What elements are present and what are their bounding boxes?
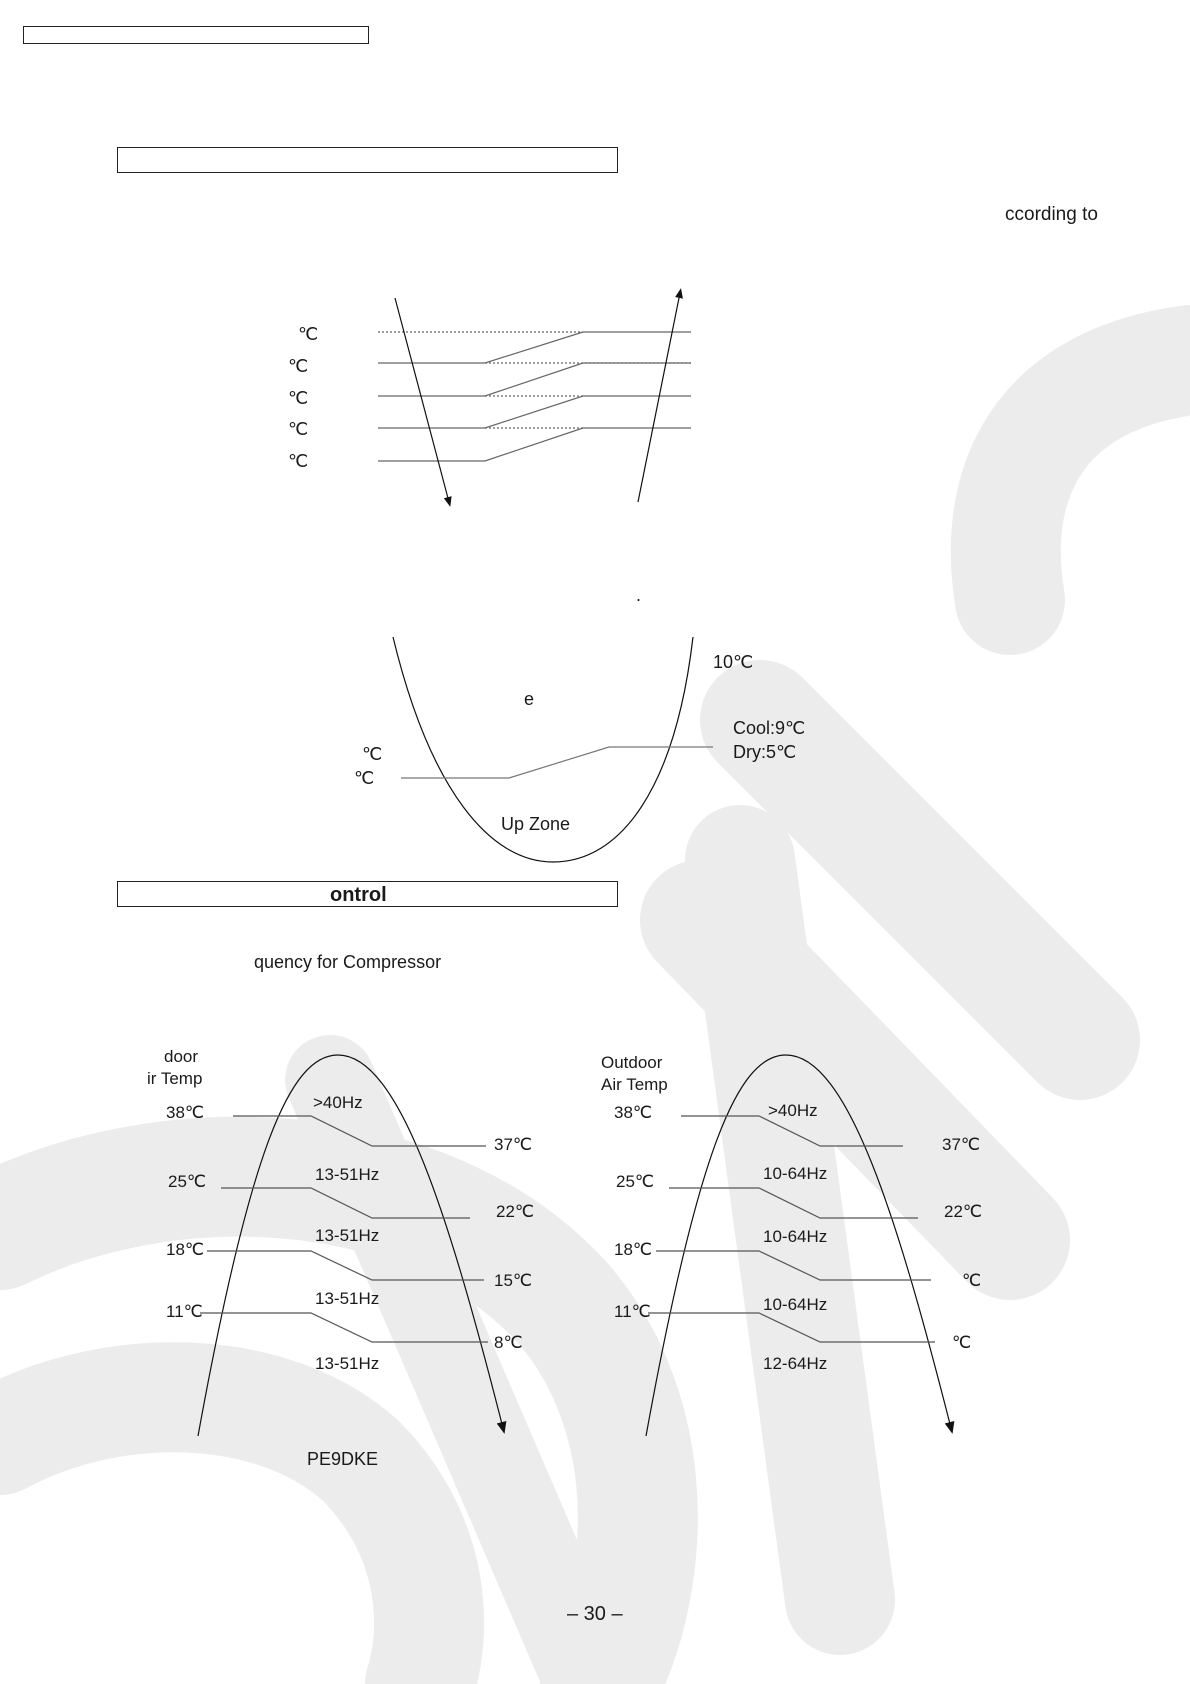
rising-temp-label: 11℃ [614, 1302, 651, 1321]
up-zone-label: Up Zone [501, 814, 571, 834]
page-number: – 30 – [567, 1603, 623, 1625]
axis-label-line2: ir Temp [147, 1069, 203, 1088]
intro-text-fragment: ccording to [1005, 204, 1098, 225]
letter-label: e [524, 689, 535, 709]
falling-temp-label: 37℃ [942, 1135, 981, 1154]
falling-temp-label: 37℃ [494, 1135, 533, 1154]
cool-label: Cool:9℃ [733, 718, 806, 738]
period-mark: . [636, 585, 642, 605]
freq-range-label: >40Hz [313, 1093, 363, 1112]
axis-label-line2: Air Temp [601, 1075, 668, 1094]
temp-10-label: 10℃ [713, 652, 754, 672]
rising-temp-label: 25℃ [616, 1172, 655, 1191]
freq-range-label: 12-64Hz [763, 1354, 828, 1373]
section-header-2-text: ontrol [330, 884, 387, 906]
rising-temp-label: 18℃ [166, 1240, 205, 1259]
falling-temp-label: 22℃ [944, 1202, 983, 1221]
dry-label: Dry:5℃ [733, 742, 797, 762]
falling-temp-label: ℃ [962, 1271, 982, 1290]
unit-label: ℃ [288, 419, 309, 439]
unit-label: ℃ [298, 324, 319, 344]
unit-label: ℃ [288, 388, 309, 408]
freq-range-label: 13-51Hz [315, 1289, 380, 1308]
rising-temp-label: 25℃ [168, 1172, 207, 1191]
falling-temp-label: 22℃ [496, 1202, 535, 1221]
freq-range-label: >40Hz [768, 1101, 818, 1120]
falling-temp-label: 15℃ [494, 1271, 533, 1290]
unit-label: ℃ [288, 451, 309, 471]
rising-temp-label: 38℃ [614, 1103, 653, 1122]
rising-temp-label: 38℃ [166, 1103, 205, 1122]
freq-range-label: 10-64Hz [763, 1295, 828, 1314]
axis-label-line1: door [164, 1047, 199, 1066]
freq-range-label: 13-51Hz [315, 1165, 380, 1184]
rising-temp-label: 18℃ [614, 1240, 653, 1259]
model-label: PE9DKE [307, 1449, 379, 1469]
freq-range-label: 13-51Hz [315, 1226, 380, 1245]
unit-label: ℃ [362, 744, 383, 764]
unit-label: ℃ [288, 356, 309, 376]
falling-temp-label: ℃ [952, 1333, 972, 1352]
axis-label-line1: Outdoor [601, 1053, 663, 1072]
freq-range-label: 10-64Hz [763, 1227, 828, 1246]
falling-temp-label: 8℃ [494, 1333, 523, 1352]
unit-label: ℃ [354, 768, 375, 788]
subheading: quency for Compressor [254, 952, 442, 972]
freq-range-label: 10-64Hz [763, 1164, 828, 1183]
freq-range-label: 13-51Hz [315, 1354, 380, 1373]
rising-temp-label: 11℃ [166, 1302, 203, 1321]
